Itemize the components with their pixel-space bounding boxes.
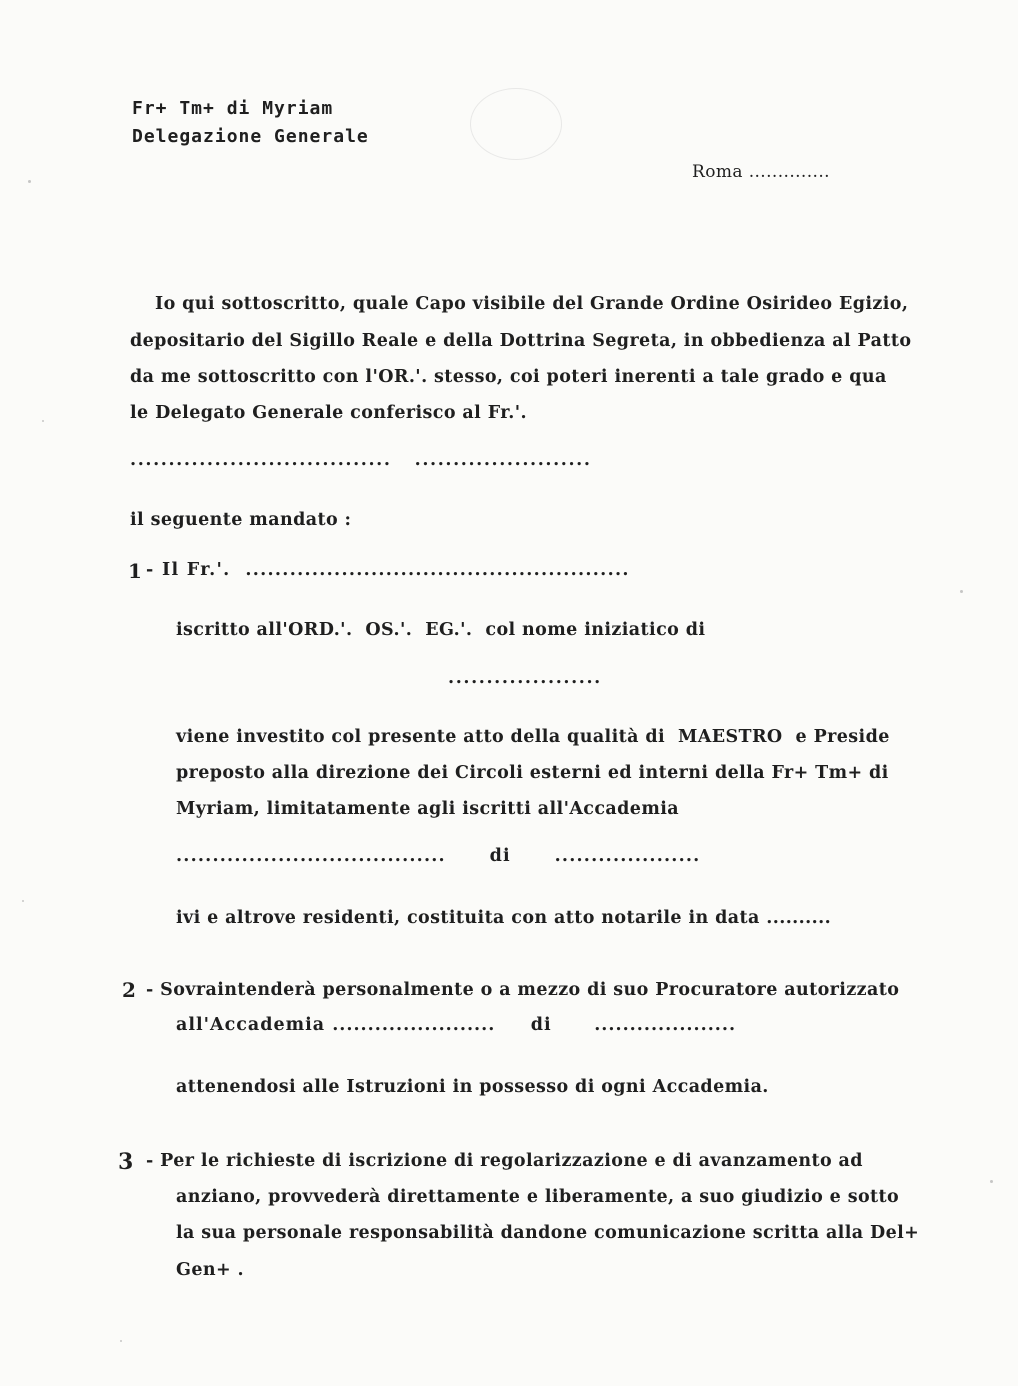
scan-speck: [960, 590, 963, 593]
scan-speck: [120, 1340, 122, 1342]
body-line-3: da me sottoscritto con l'OR.'. stesso, coi poteri inerenti a tale grado e qua: [130, 367, 887, 387]
item-3-line-4: Gen+ .: [176, 1260, 245, 1280]
item-1-line-2: iscritto all'ORD.'. OS.'. EG.'. col nome iniziatico di: [176, 620, 706, 640]
scan-speck: [42, 420, 44, 422]
dotted-fill-line: .................................. .......................: [130, 450, 592, 470]
date-line: Roma ..............: [692, 162, 830, 182]
header-line-1: Fr+ Tm+ di Myriam: [132, 98, 334, 119]
scan-speck: [22, 900, 24, 902]
header-line-2: Delegazione Generale: [132, 126, 369, 147]
item-1-line-3: viene investito col presente atto della qualità di MAESTRO e Preside: [176, 727, 890, 747]
item-1-line-4: preposto alla direzione dei Circoli esterni ed interni della Fr+ Tm+ di: [176, 763, 889, 783]
item-2-line-2: all'Accademia ....................... di ....................: [176, 1015, 737, 1035]
scan-speck: [990, 1180, 993, 1183]
body-line-1: Io qui sottoscritto, quale Capo visibile del Grande Ordine Osirideo Egizio,: [155, 294, 909, 314]
mandate-heading: il seguente mandato :: [130, 510, 352, 530]
body-line-4: le Delegato Generale conferisco al Fr.'.: [130, 403, 527, 423]
item-1-line-7: ivi e altrove residenti, costituita con atto notarile in data ..........: [176, 908, 832, 928]
item-1-line-1: - Il Fr.'. ....................................................: [146, 560, 630, 580]
item-3-line-2: anziano, provvederà direttamente e liberamente, a suo giudizio e sotto: [176, 1187, 900, 1207]
item-1-number: 1: [128, 559, 142, 583]
item-1-line-5: Myriam, limitatamente agli iscritti all'Accademia: [176, 799, 680, 819]
scan-speck: [28, 180, 31, 183]
item-1-initiatic-name-dots: ....................: [448, 668, 602, 688]
item-3-line-1: - Per le richieste di iscrizione di regolarizzazione e di avanzamento ad: [146, 1151, 863, 1171]
body-line-2: depositario del Sigillo Reale e della Dottrina Segreta, in obbedienza al Patto: [130, 331, 912, 351]
item-1-line-6: ..................................... di ....................: [176, 846, 701, 866]
item-2-number: 2: [122, 978, 136, 1002]
item-2-line-1: - Sovraintenderà personalmente o a mezzo di suo Procuratore autorizzato: [146, 980, 900, 1000]
item-2-line-3: attenendosi alle Istruzioni in possesso di ogni Accademia.: [176, 1077, 769, 1097]
item-3-number: 3: [118, 1149, 134, 1175]
item-3-line-3: la sua personale responsabilità dandone comunicazione scritta alla Del+: [176, 1223, 920, 1243]
faint-seal-watermark: [470, 88, 562, 160]
